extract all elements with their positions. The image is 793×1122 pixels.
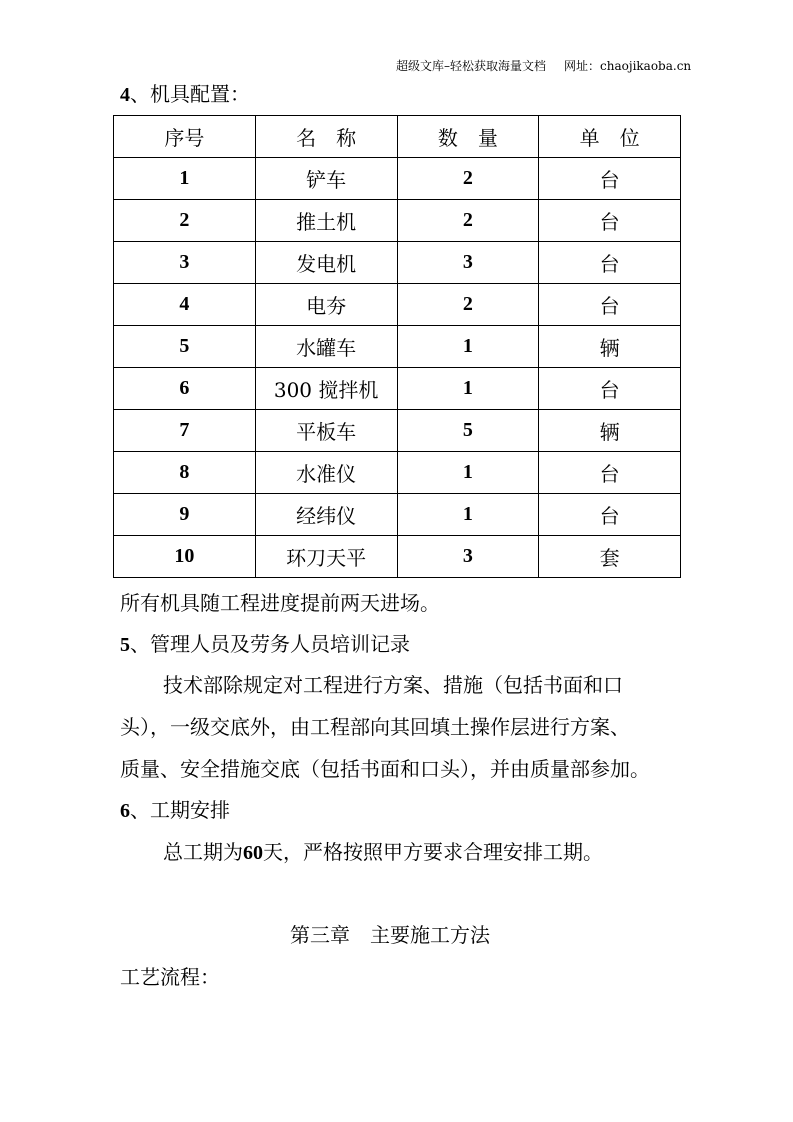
table-cell: 1 xyxy=(397,494,539,536)
table-cell: 辆 xyxy=(539,326,681,368)
chapter-title: 第三章 主要施工方法 xyxy=(290,923,490,947)
table-cell: 经纬仪 xyxy=(255,494,397,536)
table-cell: 台 xyxy=(539,158,681,200)
table-cell: 2 xyxy=(397,200,539,242)
section-title: 、管理人员及劳务人员培训记录 xyxy=(130,632,410,656)
page-header xyxy=(396,57,709,74)
table-row xyxy=(114,494,681,536)
table-cell: 300 搅拌机 xyxy=(255,368,397,410)
table-row xyxy=(114,536,681,578)
table-cell: 4 xyxy=(114,284,256,326)
section-6-heading xyxy=(120,798,230,823)
days: 60 xyxy=(243,842,263,864)
table-cell: 辆 xyxy=(539,410,681,452)
table-cell: 台 xyxy=(539,200,681,242)
header-left: 超级文库–轻松获取海量文档 xyxy=(396,59,547,73)
table-cell: 套 xyxy=(539,536,681,578)
table-cell: 台 xyxy=(539,494,681,536)
section-title: 、工期安排 xyxy=(130,798,230,822)
header-cell: 数 量 xyxy=(397,116,539,158)
table-row xyxy=(114,200,681,242)
table-row xyxy=(114,284,681,326)
table-cell: 5 xyxy=(114,326,256,368)
table-row xyxy=(114,410,681,452)
table-cell: 1 xyxy=(397,368,539,410)
table-cell: 铲车 xyxy=(255,158,397,200)
table-cell: 平板车 xyxy=(255,410,397,452)
section-title: 、机具配置： xyxy=(130,82,250,106)
paragraph-line: 技术部除规定对工程进行方案、措施（包括书面和口 xyxy=(163,673,623,697)
table-cell: 水罐车 xyxy=(255,326,397,368)
header-cell: 序号 xyxy=(114,116,256,158)
section-number: 5 xyxy=(120,634,130,656)
table-cell: 6 xyxy=(114,368,256,410)
table-row xyxy=(114,242,681,284)
table-cell: 3 xyxy=(397,536,539,578)
paragraph-line xyxy=(163,840,603,865)
table-cell: 台 xyxy=(539,284,681,326)
table-cell: 3 xyxy=(397,242,539,284)
table-cell: 1 xyxy=(397,326,539,368)
table-cell: 台 xyxy=(539,452,681,494)
table-cell: 水准仪 xyxy=(255,452,397,494)
table-cell: 环刀天平 xyxy=(255,536,397,578)
table-cell: 台 xyxy=(539,368,681,410)
paragraph-line: 头），一级交底外，由工程部向其回填土操作层进行方案、 xyxy=(120,715,630,739)
header-cell: 单 位 xyxy=(539,116,681,158)
table-header-row xyxy=(114,116,681,158)
header-cell: 名 称 xyxy=(255,116,397,158)
table-cell: 9 xyxy=(114,494,256,536)
table-cell: 电夯 xyxy=(255,284,397,326)
section-number: 6 xyxy=(120,800,130,822)
table-row xyxy=(114,158,681,200)
table-cell: 1 xyxy=(397,452,539,494)
equipment-table xyxy=(113,115,681,578)
header-right: 网址：chaojikaoba.cn xyxy=(564,59,692,73)
text: 天，严格按照甲方要求合理安排工期。 xyxy=(263,840,603,864)
table-cell: 2 xyxy=(397,158,539,200)
table-cell: 2 xyxy=(397,284,539,326)
table-row xyxy=(114,326,681,368)
paragraph-line: 质量、安全措施交底（包括书面和口头），并由质量部参加。 xyxy=(120,757,650,781)
table-cell: 发电机 xyxy=(255,242,397,284)
table-cell: 1 xyxy=(114,158,256,200)
section-5-heading xyxy=(120,632,410,657)
table-cell: 2 xyxy=(114,200,256,242)
section-4-heading xyxy=(120,82,250,107)
text: 总工期为 xyxy=(163,840,243,864)
section-number: 4 xyxy=(120,84,130,106)
process-heading: 工艺流程： xyxy=(120,965,220,989)
table-row xyxy=(114,368,681,410)
table-cell: 推土机 xyxy=(255,200,397,242)
table-cell: 5 xyxy=(397,410,539,452)
table-cell: 3 xyxy=(114,242,256,284)
table-cell: 7 xyxy=(114,410,256,452)
table-cell: 10 xyxy=(114,536,256,578)
table-cell: 台 xyxy=(539,242,681,284)
note: 所有机具随工程进度提前两天进场。 xyxy=(120,591,440,615)
table-cell: 8 xyxy=(114,452,256,494)
table-row xyxy=(114,452,681,494)
